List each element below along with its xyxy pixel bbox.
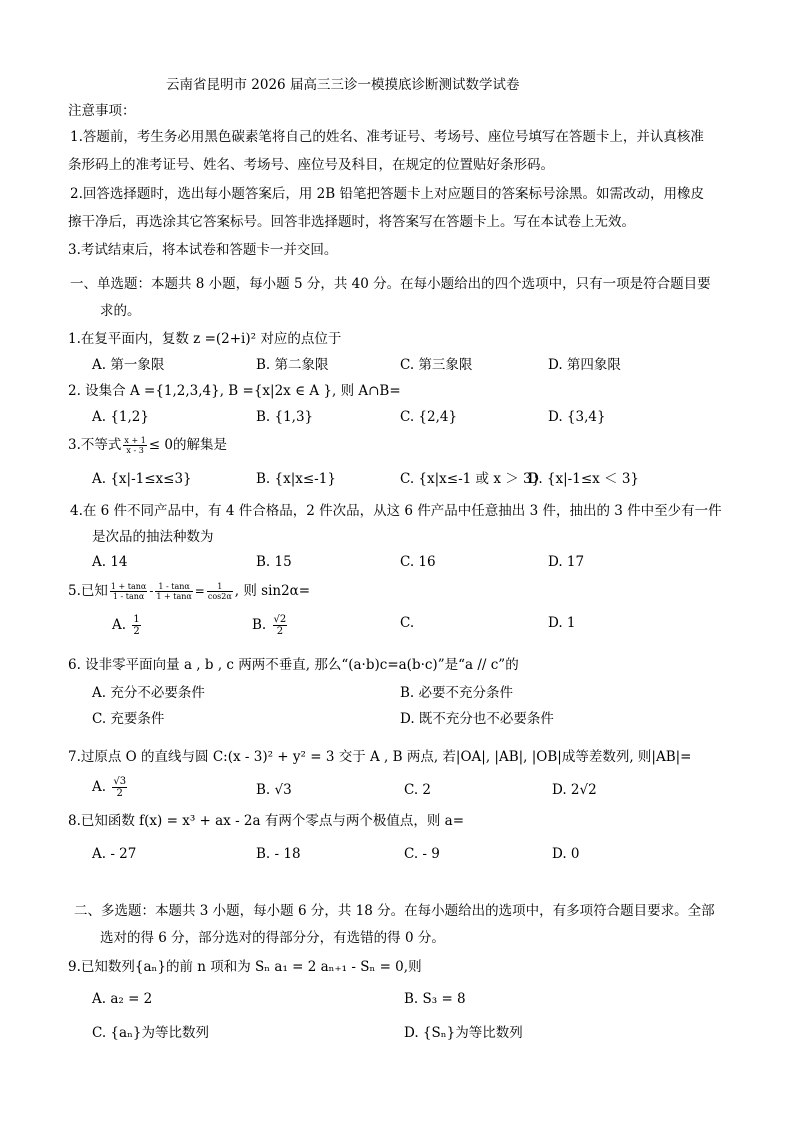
q3-option-a: A. {x|-1≤x≤3} [92, 471, 192, 487]
q5-fraction-2-num: 1 - tanα [155, 582, 192, 592]
notice-1a: 1.答题前，考生务必用黑色碳素笔将自己的姓名、准考证号、考场号、座位号填写在答题卡上，并认真核准 [70, 129, 704, 145]
q3-stem-post: ≤ 0的解集是 [148, 437, 227, 453]
q9-stem: 9.已知数列{aₙ}的前 n 项和为 Sₙ a₁ = 2 aₙ₊₁ - Sₙ = 0,则 [68, 959, 422, 975]
q5-fraction-2 [155, 582, 192, 601]
q9-option-c: C. {aₙ}为等比数列 [92, 1025, 209, 1041]
q3-option-c: C. {x|x≤-1 或 x ＞ 3} [400, 471, 541, 487]
q6-option-d: D. 既不充分也不必要条件 [400, 711, 554, 727]
q5-option-b-fraction [273, 614, 288, 637]
q7-option-a [92, 776, 129, 799]
q5-option-d: D. 1 [548, 615, 576, 631]
q5-option-a [112, 614, 143, 637]
q8-option-a: A. - 27 [92, 846, 137, 862]
q5-equals: = [194, 584, 205, 598]
q2-option-c: C. {2,4} [400, 409, 458, 425]
q8-stem: 8.已知函数 f(x) = x³ + ax - 2a 有两个零点与两个极值点，则 a= [68, 813, 465, 829]
q9-option-a: A. a₂ = 2 [92, 991, 153, 1007]
q1-stem: 1.在复平面内，复数 z =(2+i)² 对应的点位于 [68, 331, 342, 347]
q5-option-c: C. [400, 615, 415, 631]
q5-fraction-3-den: cos2α [207, 592, 232, 601]
q5-stem-pre: 5.已知 [68, 583, 108, 599]
q5-option-b-den: 2 [276, 626, 284, 637]
notice-2b: 擦干净后，再选涂其它答案标号。回答非选择题时，将答案写在答题卡上。写在本试卷上无效。 [68, 214, 635, 230]
q5-option-b-label: B. [252, 617, 267, 633]
q7-option-a-den: 2 [116, 788, 123, 799]
q2-stem: 2. 设集合 A ={1,2,3,4}, B ={x|2x ∈ A }, 则 A∩B= [68, 383, 401, 399]
q5-stem [68, 582, 310, 601]
page-title: 云南省昆明市 2026 届高三三诊一模摸底诊断测试数学试卷 [166, 77, 520, 93]
q6-option-c: C. 充要条件 [92, 711, 165, 727]
q7-option-c: C. 2 [404, 782, 432, 798]
q3-stem-pre: 3.不等式 [68, 437, 122, 453]
q5-option-a-num: 1 [133, 614, 140, 625]
q3-fraction-num: x + 1 [124, 436, 146, 445]
q3-fraction [123, 436, 146, 455]
q8-option-d: D. 0 [552, 846, 580, 862]
q8-option-c: C. - 9 [404, 846, 440, 862]
q5-option-b [252, 614, 289, 637]
q3-option-d: D. {x|-1≤x ＜ 3} [528, 471, 640, 487]
q7-option-a-fraction [112, 776, 127, 799]
notice-2a: 2.回答选择题时，选出每小题答案后，用 2B 铅笔把答题卡上对应题目的答案标号涂黑。如需改动，用橡皮 [70, 186, 704, 202]
q5-option-b-num: √2 [273, 614, 287, 625]
q7-option-a-label: A. [92, 779, 107, 795]
q4-option-c: C. 16 [400, 554, 436, 570]
q5-stem-post: , 则 sin2α= [234, 583, 311, 599]
q7-option-a-num: √3 [113, 776, 127, 787]
q4-option-a: A. 14 [92, 554, 128, 570]
q5-fraction-1-num: 1 + tanα [110, 582, 147, 591]
q4-option-d: D. 17 [548, 554, 585, 570]
q5-fraction-3-num: 1 [207, 582, 233, 592]
notice-heading: 注意事项： [68, 103, 136, 119]
q5-fraction-1-den: 1 - tanα [112, 592, 145, 601]
q6-stem: 6. 设非零平面向量 a , b , c 两两不垂直, 那么“(a·b)c=a(b·c)”是“a // c”的 [68, 657, 519, 673]
q5-option-a-fraction [132, 614, 140, 637]
q6-option-a: A. 充分不必要条件 [92, 685, 205, 701]
section1-heading: 一、单选题：本题共 8 小题，每小题 5 分，共 40 分。在每小题给出的四个选项中，只有一项是符合题目要 [70, 276, 711, 292]
q1-option-d: D. 第四象限 [548, 357, 621, 373]
q1-option-b: B. 第二象限 [256, 357, 329, 373]
section1-heading-cont: 求的。 [100, 303, 141, 319]
q5-option-a-label: A. [112, 617, 127, 633]
q2-option-d: D. {3,4} [548, 409, 606, 425]
q9-option-b: B. S₃ = 8 [404, 991, 466, 1007]
q3-stem [68, 436, 227, 455]
q5-fraction-3 [207, 582, 233, 601]
section2-heading: 二、多选题：本题共 3 小题，每小题 6 分，共 18 分。在每小题给出的选项中，有多项符合题目要求。全部 [74, 903, 715, 919]
q7-option-b: B. √3 [256, 782, 292, 798]
notice-1b: 条形码上的准考证号、姓名、考场号、座位号及科目，在规定的位置贴好条形码。 [68, 157, 554, 173]
q2-option-a: A. {1,2} [92, 409, 149, 425]
q4-stem-cont: 是次品的抽法种数为 [92, 529, 214, 545]
q5-fraction-1 [110, 582, 147, 601]
q6-option-b: B. 必要不充分条件 [400, 685, 514, 701]
q7-option-d: D. 2√2 [552, 782, 597, 798]
q1-option-a: A. 第一象限 [92, 357, 165, 373]
q5-fraction-2-den: 1 + tanα [156, 592, 192, 601]
q7-stem: 7.过原点 O 的直线与圆 C:(x - 3)² + y² = 3 交于 A , B 两点, 若|OA|, |AB|, |OB|成等差数列, 则|AB|= [68, 749, 692, 765]
q9-option-d: D. {Sₙ}为等比数列 [404, 1025, 523, 1041]
q5-option-a-den: 2 [133, 626, 140, 637]
q5-minus: - [149, 584, 154, 598]
q4-stem: 4.在 6 件不同产品中，有 4 件合格品，2 件次品，从这 6 件产品中任意抽出 3 件，抽出的 3 件中至少有一件 [70, 503, 722, 519]
q3-option-b: B. {x|x≤-1} [256, 471, 336, 487]
q3-fraction-den: x - 3 [126, 446, 144, 455]
q2-option-b: B. {1,3} [256, 409, 314, 425]
q8-option-b: B. - 18 [256, 846, 301, 862]
q1-option-c: C. 第三象限 [400, 357, 473, 373]
q4-option-b: B. 15 [256, 554, 292, 570]
notice-3: 3.考试结束后，将本试卷和答题卡一并交回。 [68, 242, 338, 258]
section2-heading-cont: 选对的得 6 分，部分选对的得部分分，有选错的得 0 分。 [100, 930, 445, 946]
